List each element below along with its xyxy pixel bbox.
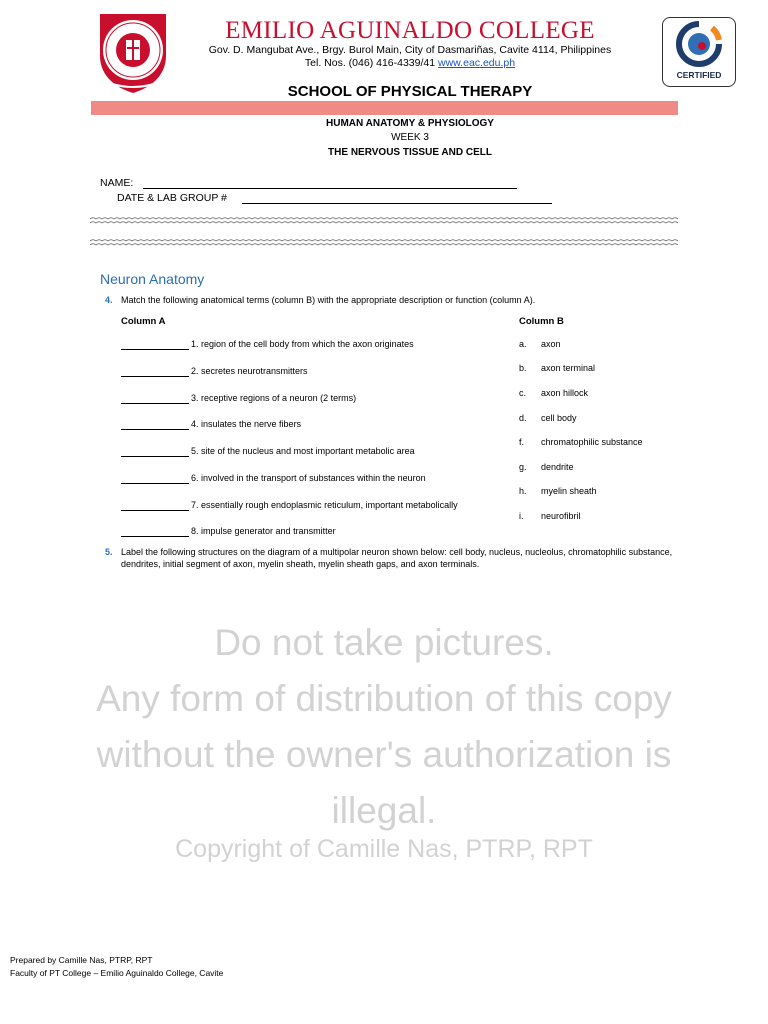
section-title: Neuron Anatomy <box>100 271 205 287</box>
answer-blank[interactable] <box>121 446 189 457</box>
answer-blank[interactable] <box>121 419 189 430</box>
certified-label: CERTIFIED <box>676 70 722 80</box>
answer-blank[interactable] <box>121 526 189 537</box>
telephone-numbers: Tel. Nos. (046) 416-4339/41 <box>304 57 439 69</box>
column-b-term: dendrite <box>541 462 574 472</box>
column-b-letter: c. <box>519 388 527 398</box>
course-week: WEEK 3 <box>391 132 429 143</box>
school-name: SCHOOL OF PHYSICAL THERAPY <box>287 83 533 100</box>
header-divider-bar <box>91 101 678 115</box>
date-lab-group-label: DATE & LAB GROUP # <box>117 192 227 204</box>
wavy-divider <box>90 216 678 226</box>
watermark-line: illegal. <box>331 790 437 831</box>
column-a-item: 8. impulse generator and transmitter <box>191 526 336 536</box>
column-b-letter: a. <box>519 339 527 349</box>
answer-blank[interactable] <box>121 500 189 511</box>
column-b-letter: i. <box>519 511 524 521</box>
column-b-term: axon <box>541 339 561 349</box>
certification-seal-icon <box>663 18 735 68</box>
answer-blank[interactable] <box>121 339 189 350</box>
watermark-line: without the owner's authorization is <box>96 734 672 775</box>
question-text: Match the following anatomical terms (column B) with the appropriate description or function (column A). <box>121 295 536 305</box>
column-a-item: 1. region of the cell body from which the axon originates <box>191 339 414 349</box>
column-b-term: chromatophilic substance <box>541 437 643 447</box>
column-b-letter: d. <box>519 413 527 423</box>
watermark-line: Do not take pictures. <box>214 622 554 663</box>
college-telephone <box>180 57 640 69</box>
iso-certified-badge <box>662 17 736 87</box>
question-text: Label the following structures on the diagram of a multipolar neuron shown below: cell body, nucleus, nucleolus, chromatophilic substance, dendrites, initial segment of axon, myelin sheath, myelin sheath gaps, and axon terminals. <box>121 547 673 569</box>
column-b-term: axon terminal <box>541 363 596 373</box>
question-number: 4. <box>105 295 113 305</box>
college-name: EMILIO AGUINALDO COLLEGE <box>225 17 595 44</box>
wavy-divider <box>90 238 678 248</box>
column-b-term: neurofibril <box>541 511 581 521</box>
column-b-letter: f. <box>519 437 525 447</box>
column-a-item: 4. insulates the nerve fibers <box>191 419 302 429</box>
column-a-item: 3. receptive regions of a neuron (2 terms) <box>191 393 357 403</box>
name-field[interactable] <box>143 188 517 189</box>
answer-blank[interactable] <box>121 366 189 377</box>
column-b-letter: h. <box>519 486 527 496</box>
course-topic: THE NERVOUS TISSUE AND CELL <box>328 147 492 158</box>
column-b-term: axon hillock <box>541 388 589 398</box>
column-a-item: 5. site of the nucleus and most important metabolic area <box>191 446 415 456</box>
watermark-notice <box>40 615 728 839</box>
date-lab-group-field[interactable] <box>242 203 552 204</box>
watermark-copyright: Copyright of Camille Nas, PTRP, RPT <box>175 835 593 863</box>
question-number: 5. <box>105 547 113 557</box>
website-link[interactable]: www.eac.edu.ph <box>438 57 516 69</box>
answer-blank[interactable] <box>121 393 189 404</box>
name-label: NAME: <box>100 177 134 189</box>
column-b-letter: g. <box>519 462 527 472</box>
college-address: Gov. D. Mangubat Ave., Brgy. Burol Main, City of Dasmariñas, Cavite 4114, Philippines <box>208 44 612 56</box>
faculty-line: Faculty of PT College – Emilio Aguinaldo College, Cavite <box>10 968 224 978</box>
column-b-letter: b. <box>519 363 527 373</box>
column-b-term: myelin sheath <box>541 486 597 496</box>
answer-blank[interactable] <box>121 473 189 484</box>
course-subject: HUMAN ANATOMY & PHYSIOLOGY <box>326 118 494 129</box>
prepared-by: Prepared by Camille Nas, PTRP, RPT <box>10 955 153 965</box>
column-a-item: 7. essentially rough endoplasmic reticulum, important metabolically <box>191 500 458 510</box>
column-a-item: 2. secretes neurotransmitters <box>191 366 308 376</box>
column-b-term: cell body <box>541 413 577 423</box>
column-a-header: Column A <box>121 316 166 327</box>
column-b-header: Column B <box>519 316 564 327</box>
watermark-line: Any form of distribution of this copy <box>96 678 672 719</box>
column-a-item: 6. involved in the transport of substances within the neuron <box>191 473 426 483</box>
college-seal-logo <box>92 10 174 94</box>
